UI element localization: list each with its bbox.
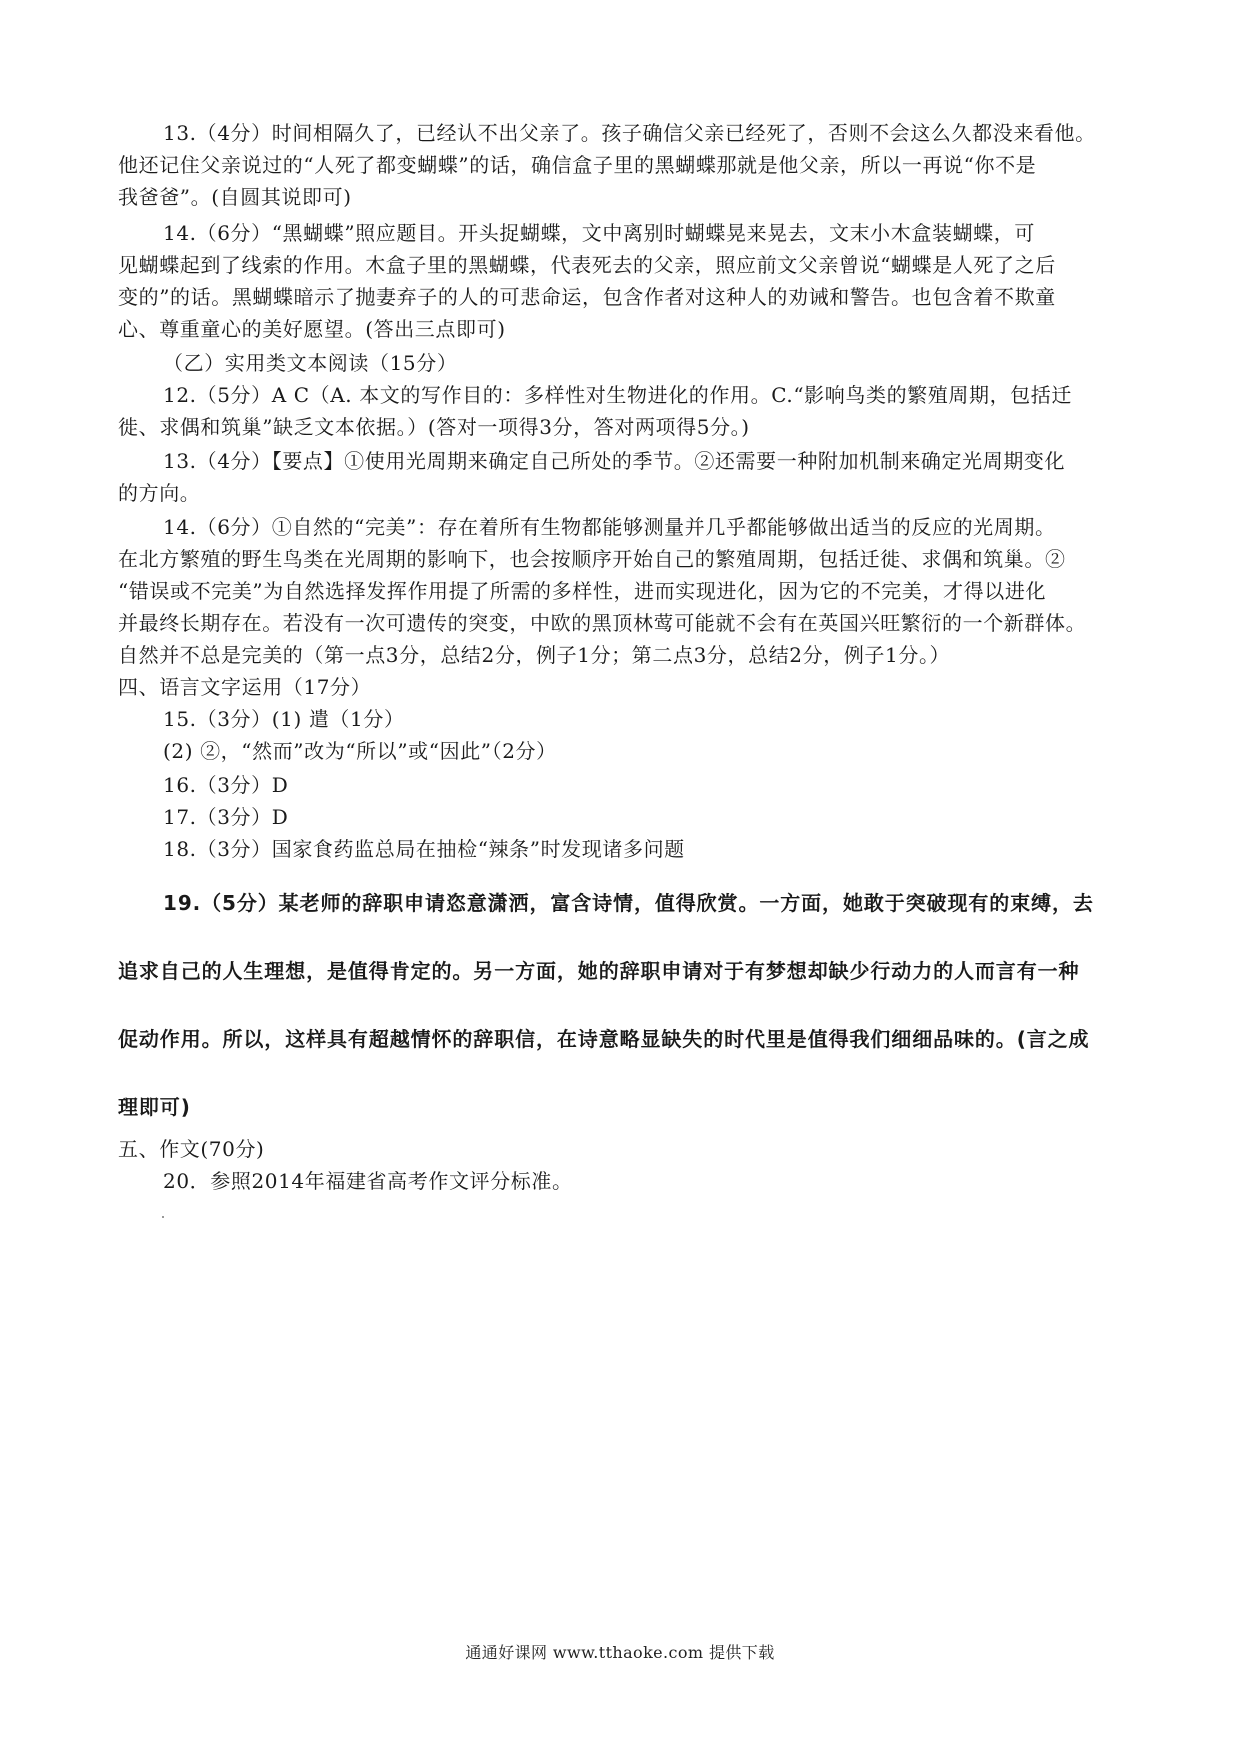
- section-heading-four: 四、语言文字运用（17分）: [118, 675, 372, 699]
- answer-19-line-2: 追求自己的人生理想，是值得肯定的。另一方面，她的辞职申请对于有梦想却缺少行动力的人而言有一种: [118, 959, 1080, 983]
- answer-14b-line-1: 14.（6分）①自然的“完美”：存在着所有生物都能够测量并几乎都能够做出适当的反应的光周期。: [163, 515, 1056, 539]
- answer-17: 17.（3分）D: [163, 805, 289, 829]
- answer-14-line-3: 变的”的话。黑蝴蝶暗示了抛妻弃子的人的可悲命运，包含作者对这种人的劝诫和警告。也包含着不欺童: [118, 285, 1056, 309]
- answer-19-line-3: 促动作用。所以，这样具有超越情怀的辞职信，在诗意略显缺失的时代里是值得我们细细品味的。(言之成: [118, 1027, 1090, 1051]
- section-heading-yi: （乙）实用类文本阅读（15分）: [163, 351, 458, 375]
- answer-12-line-1: 12.（5分）A C（A. 本文的写作目的：多样性对生物进化的作用。C.“影响鸟类的繁殖周期，包括迁: [163, 383, 1072, 407]
- footer-source: 通通好课网 www.tthaoke.com 提供下载: [465, 1643, 775, 1662]
- answer-14-line-4: 心、尊重童心的美好愿望。(答出三点即可): [118, 317, 506, 341]
- answer-12-line-2: 徙、求偶和筑巢”缺乏文本依据。）(答对一项得3分，答对两项得5分。): [118, 415, 750, 439]
- answer-14b-line-5: 自然并不总是完美的（第一点3分，总结2分，例子1分；第二点3分，总结2分，例子1分。）: [118, 643, 951, 667]
- answer-14b-line-2: 在北方繁殖的野生鸟类在光周期的影响下，也会按顺序开始自己的繁殖周期，包括迁徙、求偶和筑巢。②: [118, 547, 1066, 571]
- answer-13b-line-2: 的方向。: [118, 481, 201, 505]
- answer-15-line-2: (2) ②，“然而”改为“所以”或“因此”（2分）: [163, 739, 557, 763]
- answer-13-line-1: 13.（4分）时间相隔久了，已经认不出父亲了。孩子确信父亲已经死了，否则不会这么久都没来看他。: [163, 121, 1096, 145]
- answer-18: 18.（3分）国家食药监总局在抽检“辣条”时发现诸多问题: [163, 837, 685, 861]
- answer-16: 16.（3分）D: [163, 773, 289, 797]
- answer-14-line-2: 见蝴蝶起到了线索的作用。木盒子里的黑蝴蝶，代表死去的父亲，照应前文父亲曾说“蝴蝶是人死了之后: [118, 253, 1056, 277]
- answer-13b-line-1: 13.（4分）【要点】①使用光周期来确定自己所处的季节。②还需要一种附加机制来确定光周期变化: [163, 449, 1066, 473]
- answer-20: 20．参照2014年福建省高考作文评分标准。: [163, 1169, 573, 1193]
- answer-15-line-1: 15.（3分）(1) 遣（1分）: [163, 707, 405, 731]
- answer-14-line-1: 14.（6分）“黑蝴蝶”照应题目。开头捉蝴蝶，文中离别时蝴蝶晃来晃去，文末小木盒装蝴蝶，可: [163, 221, 1035, 245]
- section-heading-five: 五、作文(70分): [118, 1137, 265, 1161]
- scan-speck: [162, 1216, 164, 1218]
- answer-14b-line-4: 并最终长期存在。若没有一次可遗传的突变，中欧的黑顶林莺可能就不会有在英国兴旺繁衍的一个新群体。: [118, 611, 1087, 635]
- answer-19-line-1: 19.（5分）某老师的辞职申请恣意潇洒，富含诗情，值得欣赏。一方面，她敢于突破现有的束缚，去: [163, 891, 1094, 915]
- answer-14b-line-3: “错误或不完美”为自然选择发挥作用提了所需的多样性，进而实现进化，因为它的不完美，才得以进化: [118, 579, 1047, 603]
- answer-19-line-4: 理即可): [118, 1095, 191, 1119]
- answer-13-line-3: 我爸爸”。(自圆其说即可): [118, 185, 352, 209]
- answer-13-line-2: 他还记住父亲说过的“人死了都变蝴蝶”的话，确信盒子里的黑蝴蝶那就是他父亲，所以一再说“你不是: [118, 153, 1037, 177]
